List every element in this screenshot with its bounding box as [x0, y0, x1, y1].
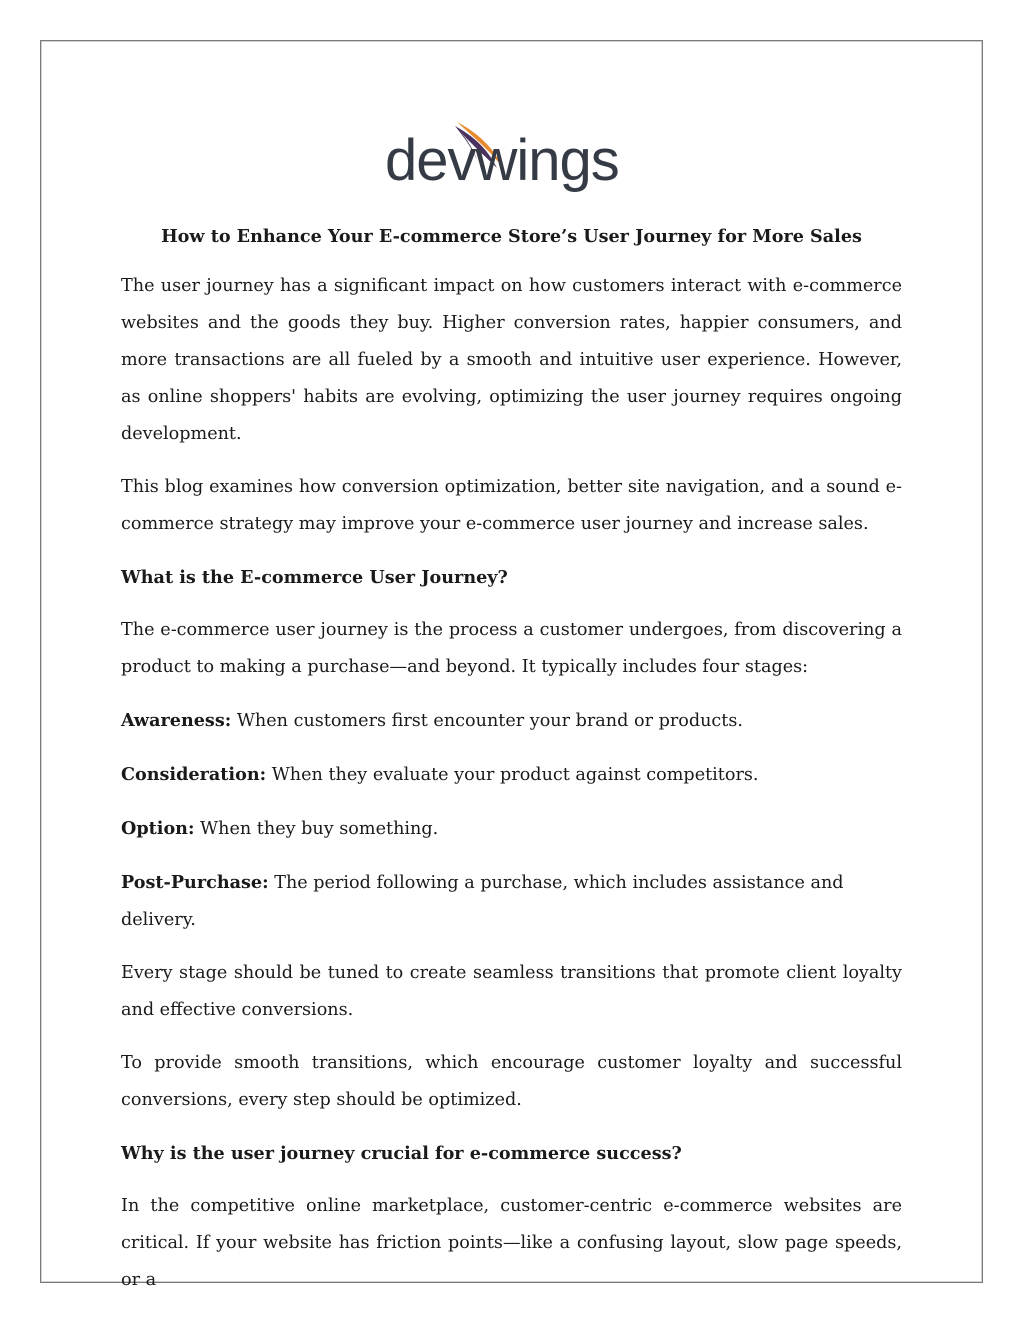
section-heading-user-journey: What is the E-commerce User Journey?	[121, 567, 508, 588]
stage-term: Consideration:	[121, 764, 267, 785]
document-body	[121, 222, 902, 1315]
document-title: How to Enhance Your E-commerce Store’s User Journey for More Sales	[161, 226, 862, 247]
stage-desc: When customers first encounter your brand or products.	[231, 711, 743, 731]
stage-term: Post-Purchase:	[121, 872, 269, 893]
stage-option	[121, 810, 902, 848]
journey-description: The e-commerce user journey is the process a customer undergoes, from discovering a product to making a purchase—and beyond. It typically includes four stages:	[121, 620, 902, 677]
stage-term: Option:	[121, 818, 195, 839]
stage-consideration	[121, 756, 902, 794]
stage-awareness	[121, 702, 902, 740]
intro-paragraph-2: This blog examines how conversion optimization, better site navigation, and a sound e-commerce strategy may improve your e-commerce user journey and increase sales.	[121, 477, 902, 534]
competitive-paragraph: In the competitive online marketplace, customer-centric e-commerce websites are critical. If your website has friction points—like a confusing layout, slow page speeds, or a	[121, 1196, 902, 1290]
devwings-logo	[385, 116, 645, 198]
stage-desc: When they evaluate your product against competitors.	[266, 765, 759, 785]
stage-desc: The period following a purchase, which includes assistance and delivery.	[121, 873, 844, 930]
smooth-transitions-paragraph: To provide smooth transitions, which encourage customer loyalty and successful conversions, every step should be optimized.	[121, 1053, 902, 1110]
logo-text: devwings	[385, 128, 619, 193]
stage-post-purchase	[121, 864, 902, 939]
stage-desc: When they buy something.	[194, 819, 439, 839]
intro-paragraph-1: The user journey has a significant impact on how customers interact with e-commerce websites and the goods they buy. Higher conversion rates, happier consumers, and more transactions are all fueled by a smooth and intuitive user experience. However, as online shoppers' habits are evolving, optimizing the user journey requires ongoing development.	[121, 276, 902, 444]
tune-paragraph: Every stage should be tuned to create seamless transitions that promote client loyalty and effective conversions.	[121, 963, 902, 1020]
section-heading-crucial: Why is the user journey crucial for e-commerce success?	[121, 1143, 682, 1164]
stage-term: Awareness:	[121, 710, 232, 731]
